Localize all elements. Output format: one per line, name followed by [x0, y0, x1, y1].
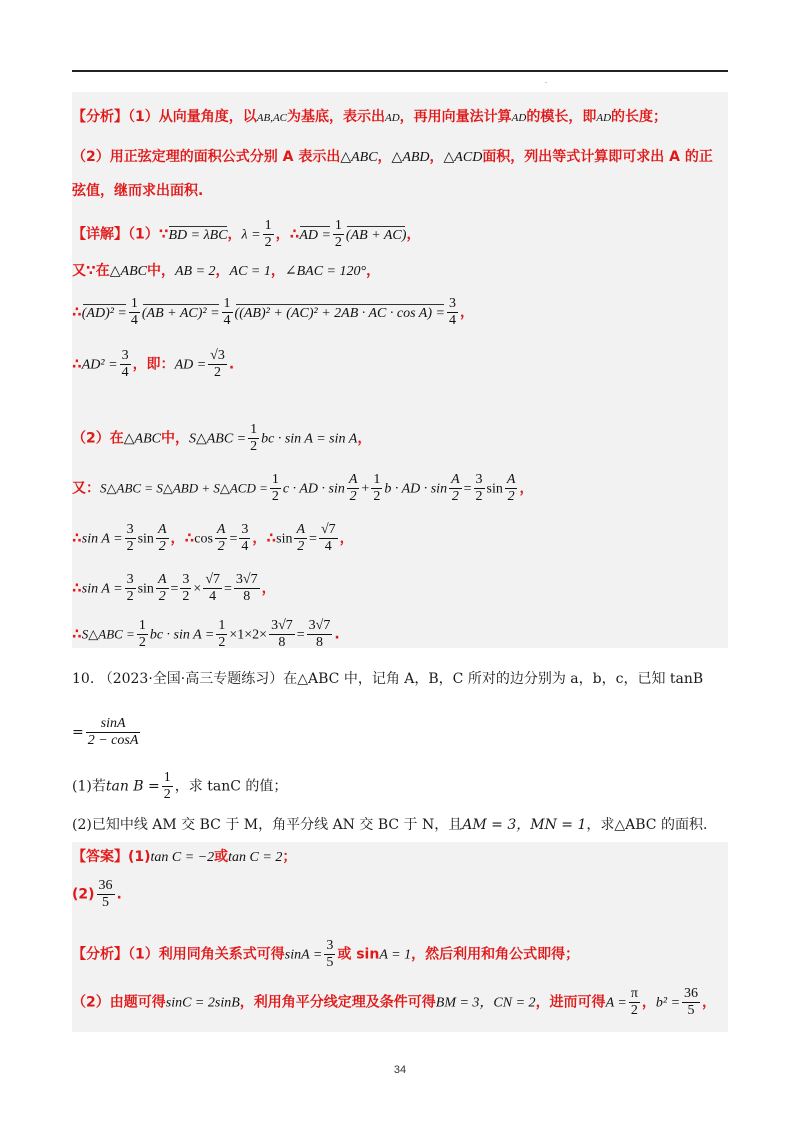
text: ， [275, 226, 290, 243]
num: A [449, 472, 462, 489]
math: AB = 2 [174, 264, 216, 279]
text: ， [252, 530, 267, 547]
math: ∠BAC = 120° [284, 264, 367, 279]
detail-line-2 [72, 264, 380, 279]
math: b² = [655, 995, 681, 1011]
math: ×1×2× [229, 627, 268, 643]
math: sin [137, 581, 154, 597]
math: BM = 3，CN = 2 [435, 995, 536, 1011]
den: 4 [448, 313, 456, 329]
math: = [170, 581, 179, 597]
den: 4 [121, 365, 129, 381]
num: π [629, 986, 640, 1003]
math: sinA = [284, 947, 323, 963]
den: 4 [209, 589, 217, 605]
text: (2)已知中线 AM 交 BC 于 M，角平分线 AN 交 BC 于 N，且 [72, 817, 463, 833]
page-number: 34 [393, 1064, 407, 1076]
fraction [371, 472, 382, 505]
fraction [97, 878, 115, 911]
math: AD [596, 112, 612, 124]
text: ， [429, 149, 444, 165]
math: sin [486, 481, 503, 497]
text: . [334, 626, 340, 643]
fraction [234, 572, 260, 605]
fraction [629, 986, 640, 1019]
den: 2 [475, 489, 483, 505]
fraction [120, 348, 131, 381]
math: S△ABC = [81, 626, 135, 642]
question-10-part-1 [72, 770, 287, 803]
fraction [125, 572, 136, 605]
text: （1）∵ [128, 226, 169, 243]
detail-tag: 【详解】 [72, 226, 128, 243]
math: tan C = 2 [228, 850, 283, 865]
num: A [505, 472, 518, 489]
num: A [156, 572, 169, 589]
text: ， [702, 994, 717, 1011]
num: 3 [447, 296, 458, 313]
analysis-tag: 【分析】 [72, 946, 128, 963]
num: 3 [239, 522, 250, 539]
text: 或 [214, 849, 229, 865]
num: 3 [125, 572, 136, 589]
den: 2 [126, 539, 134, 555]
num: 1 [216, 618, 227, 635]
fraction [347, 472, 360, 505]
num: 3√7 [307, 618, 333, 635]
text: ∴ [184, 530, 195, 547]
math: c · AD · sin [282, 481, 345, 497]
num: 1 [248, 422, 259, 439]
text: （2）由题可得 [72, 994, 166, 1011]
num: 1 [222, 296, 233, 313]
math: (AD)² = [81, 305, 127, 321]
text: 为基底，表示出 [287, 109, 385, 125]
den: 8 [243, 589, 251, 605]
fraction [129, 296, 140, 329]
text: ∴ [72, 626, 82, 643]
fraction [125, 522, 136, 555]
fraction [447, 296, 458, 329]
math: (AB + AC)² = [141, 305, 220, 321]
math: sin A = [81, 581, 123, 597]
detail-line-7 [72, 522, 354, 555]
fraction [86, 716, 141, 749]
den: 2 [271, 489, 279, 505]
text: （2）用正弦定理的面积公式分别 A 表示出 [72, 149, 341, 165]
num: A [294, 522, 307, 539]
text: 又： [72, 480, 100, 497]
den: 2 [158, 589, 166, 605]
math: = [229, 531, 238, 547]
math: sin [137, 531, 154, 547]
math: S△ABC = S△ABD + S△ACD = [100, 480, 268, 496]
math: AD [385, 112, 400, 124]
question-10-line-2 [72, 716, 142, 749]
fraction [307, 618, 333, 651]
math: cos [194, 531, 213, 547]
den: 8 [278, 635, 286, 651]
fraction [333, 218, 344, 251]
num: √7 [203, 572, 222, 589]
text: ， [459, 304, 474, 321]
fraction [248, 422, 259, 455]
den: 2 [214, 365, 222, 381]
den: 2 [250, 439, 258, 455]
num: sinA [86, 716, 141, 733]
fraction [216, 618, 227, 651]
math: + [361, 481, 370, 497]
solution-block-1 [72, 92, 728, 651]
math: bc · sin A = [149, 627, 215, 643]
math: (AB + AC) [345, 227, 407, 243]
text: ， [261, 580, 276, 597]
text: ，再用向量法计算 [399, 109, 512, 125]
math: bc · sin A = sin A [261, 431, 358, 447]
math: = [309, 531, 317, 547]
text: （2）在 [72, 430, 124, 447]
den: 2 [451, 489, 459, 505]
math: △ACD [443, 150, 483, 165]
text: ∴ [72, 304, 82, 321]
math: ((AB)² + (AC)² + 2AB · AC · cos A) = [234, 305, 445, 321]
math: AD = [174, 357, 207, 373]
text: . [116, 886, 122, 903]
den: 4 [241, 539, 249, 555]
math: AB,AC [256, 112, 287, 124]
text: ， [215, 263, 230, 279]
math: AD [511, 112, 527, 124]
text: ， [641, 994, 656, 1011]
math: A = [605, 995, 627, 1011]
num: 36 [97, 878, 115, 895]
text: 的长度； [611, 109, 668, 125]
math: = [296, 627, 305, 643]
num: 36 [682, 986, 700, 1003]
text: 又∵在 [72, 263, 110, 279]
den: 2 [138, 635, 146, 651]
question-10-line-1 [72, 672, 703, 686]
text: （1）从向量角度，以 [128, 109, 257, 125]
math: = [224, 581, 232, 597]
num: 1 [371, 472, 382, 489]
math: △ABC [109, 264, 147, 279]
math: = [463, 481, 472, 497]
num: 1 [333, 218, 344, 235]
text: ， [406, 226, 421, 243]
fraction [270, 472, 281, 505]
fraction [324, 938, 335, 971]
den: 8 [316, 635, 323, 651]
num: 3 [474, 472, 485, 489]
detail-line-6 [72, 472, 533, 505]
den: 2 − cosA [87, 733, 139, 749]
den: 5 [102, 895, 110, 911]
math: AC = 1 [229, 264, 271, 279]
detail-line-5 [72, 422, 371, 455]
den: 2 [507, 489, 515, 505]
den: 2 [218, 635, 226, 651]
text: ，求 tanC 的值； [174, 778, 288, 795]
den: 2 [182, 589, 190, 605]
den: 2 [126, 589, 134, 605]
fraction [222, 296, 233, 329]
math: sin [276, 531, 293, 547]
header-rule [72, 70, 728, 72]
text: ∴ [72, 356, 82, 373]
text: 弦值，继而求出面积. [72, 183, 204, 199]
analysis2-line-1 [72, 938, 579, 971]
text: (1) [128, 849, 151, 865]
text: ，即： [132, 356, 175, 373]
den: 2 [163, 787, 171, 803]
fraction [203, 572, 222, 605]
den: 5 [326, 955, 334, 971]
den: 5 [687, 1003, 695, 1019]
fraction [449, 472, 462, 505]
num: 1 [263, 218, 274, 235]
fraction [263, 218, 274, 251]
math: AM = 3，MN = 1 [462, 817, 587, 833]
fraction [137, 618, 148, 651]
num: 1 [137, 618, 148, 635]
math: tan B = [105, 778, 160, 795]
analysis-line-3 [72, 184, 203, 198]
fraction [319, 522, 338, 555]
text: (2) [72, 886, 95, 903]
text: （1）利用同角关系式可得 [128, 946, 285, 963]
text: ， [366, 263, 381, 279]
fraction [474, 472, 485, 505]
den: 2 [334, 235, 342, 251]
math: △ABC [340, 150, 378, 165]
text: ， [357, 430, 372, 447]
analysis2-line-2 [72, 986, 716, 1019]
num: 3√7 [269, 618, 295, 635]
text: 或 sin [337, 946, 380, 963]
fraction [156, 572, 169, 605]
num: 3 [324, 938, 335, 955]
num: 1 [162, 770, 173, 787]
num: 3 [125, 522, 136, 539]
text: ∴ [72, 530, 82, 547]
text: ，进而可得 [535, 994, 606, 1011]
math: BD = λBC [168, 227, 228, 243]
fraction [215, 522, 228, 555]
math: AD = [299, 227, 331, 243]
den: 2 [373, 489, 381, 505]
math: b · AD · sin [384, 481, 448, 497]
math: sin A = [81, 531, 123, 547]
text: (1)若 [72, 778, 106, 795]
num: 1 [270, 472, 281, 489]
num: 3√7 [234, 572, 260, 589]
answer-tag: 【答案】 [72, 849, 128, 865]
detail-line-9 [72, 618, 340, 651]
math: tan C = −2 [150, 850, 215, 865]
den: 2 [297, 539, 305, 555]
den: 2 [158, 539, 166, 555]
den: 2 [630, 1003, 638, 1019]
text: ∴ [289, 226, 300, 243]
text: ； [282, 849, 297, 865]
fraction [239, 522, 250, 555]
math: sinC = 2sinB [165, 995, 240, 1011]
analysis-line-2 [72, 150, 713, 165]
num: A [156, 522, 169, 539]
num: √3 [208, 348, 227, 365]
text: ， [170, 530, 185, 547]
num: 3 [180, 572, 191, 589]
math: S△ABC = [188, 431, 247, 447]
math: × [193, 581, 202, 597]
text: ，求△ABC 的面积. [586, 817, 708, 833]
text: 中， [160, 430, 189, 447]
text: ，利用角平分线定理及条件可得 [239, 994, 436, 1011]
analysis-line-1 [72, 110, 667, 124]
text: = [72, 724, 84, 741]
den: 2 [349, 489, 357, 505]
math: △ABC [123, 431, 161, 447]
math: λ = [241, 227, 261, 243]
solution-block-2 [72, 842, 728, 1032]
den: 4 [324, 539, 332, 555]
text: ， [519, 480, 534, 497]
header-dot: . [545, 76, 547, 85]
text: ， [339, 530, 354, 547]
den: 2 [264, 235, 272, 251]
num: A [347, 472, 360, 489]
den: 4 [130, 313, 138, 329]
question-10-part-2 [72, 818, 707, 832]
text: ，然后利用和角公式即得； [411, 946, 580, 963]
fraction [505, 472, 518, 505]
num: √7 [319, 522, 338, 539]
text: 的模长，即 [526, 109, 597, 125]
detail-line-1 [72, 218, 420, 251]
text: 10. （2023·全国·高三专题练习）在△ABC 中，记角 A，B，C 所对的边分别为 a，b，c，已知 tanB [72, 671, 704, 687]
text: ， [270, 263, 285, 279]
text: ∴ [266, 530, 277, 547]
den: 2 [217, 539, 225, 555]
fraction [180, 572, 191, 605]
text: 中， [146, 263, 175, 279]
den: 4 [223, 313, 231, 329]
num: 1 [129, 296, 140, 313]
analysis-tag: 【分析】 [72, 109, 128, 125]
answer-line-2 [72, 878, 122, 911]
answer-line-1 [72, 850, 296, 865]
num: A [215, 522, 228, 539]
text: ， [227, 226, 242, 243]
fraction [156, 522, 169, 555]
text: ∴ [72, 580, 82, 597]
detail-line-3 [72, 296, 474, 329]
num: 3 [120, 348, 131, 365]
fraction [162, 770, 173, 803]
math: AD² = [81, 357, 118, 373]
fraction [208, 348, 227, 381]
detail-line-4 [72, 348, 234, 381]
fraction [682, 986, 700, 1019]
math: A = 1 [379, 947, 412, 963]
fraction [294, 522, 307, 555]
detail-line-8 [72, 572, 276, 605]
math: △ABD [391, 150, 430, 165]
text: ， [377, 149, 392, 165]
text: . [228, 356, 235, 373]
text: 面积，列出等式计算即可求出 A 的正 [482, 149, 713, 165]
fraction [269, 618, 295, 651]
